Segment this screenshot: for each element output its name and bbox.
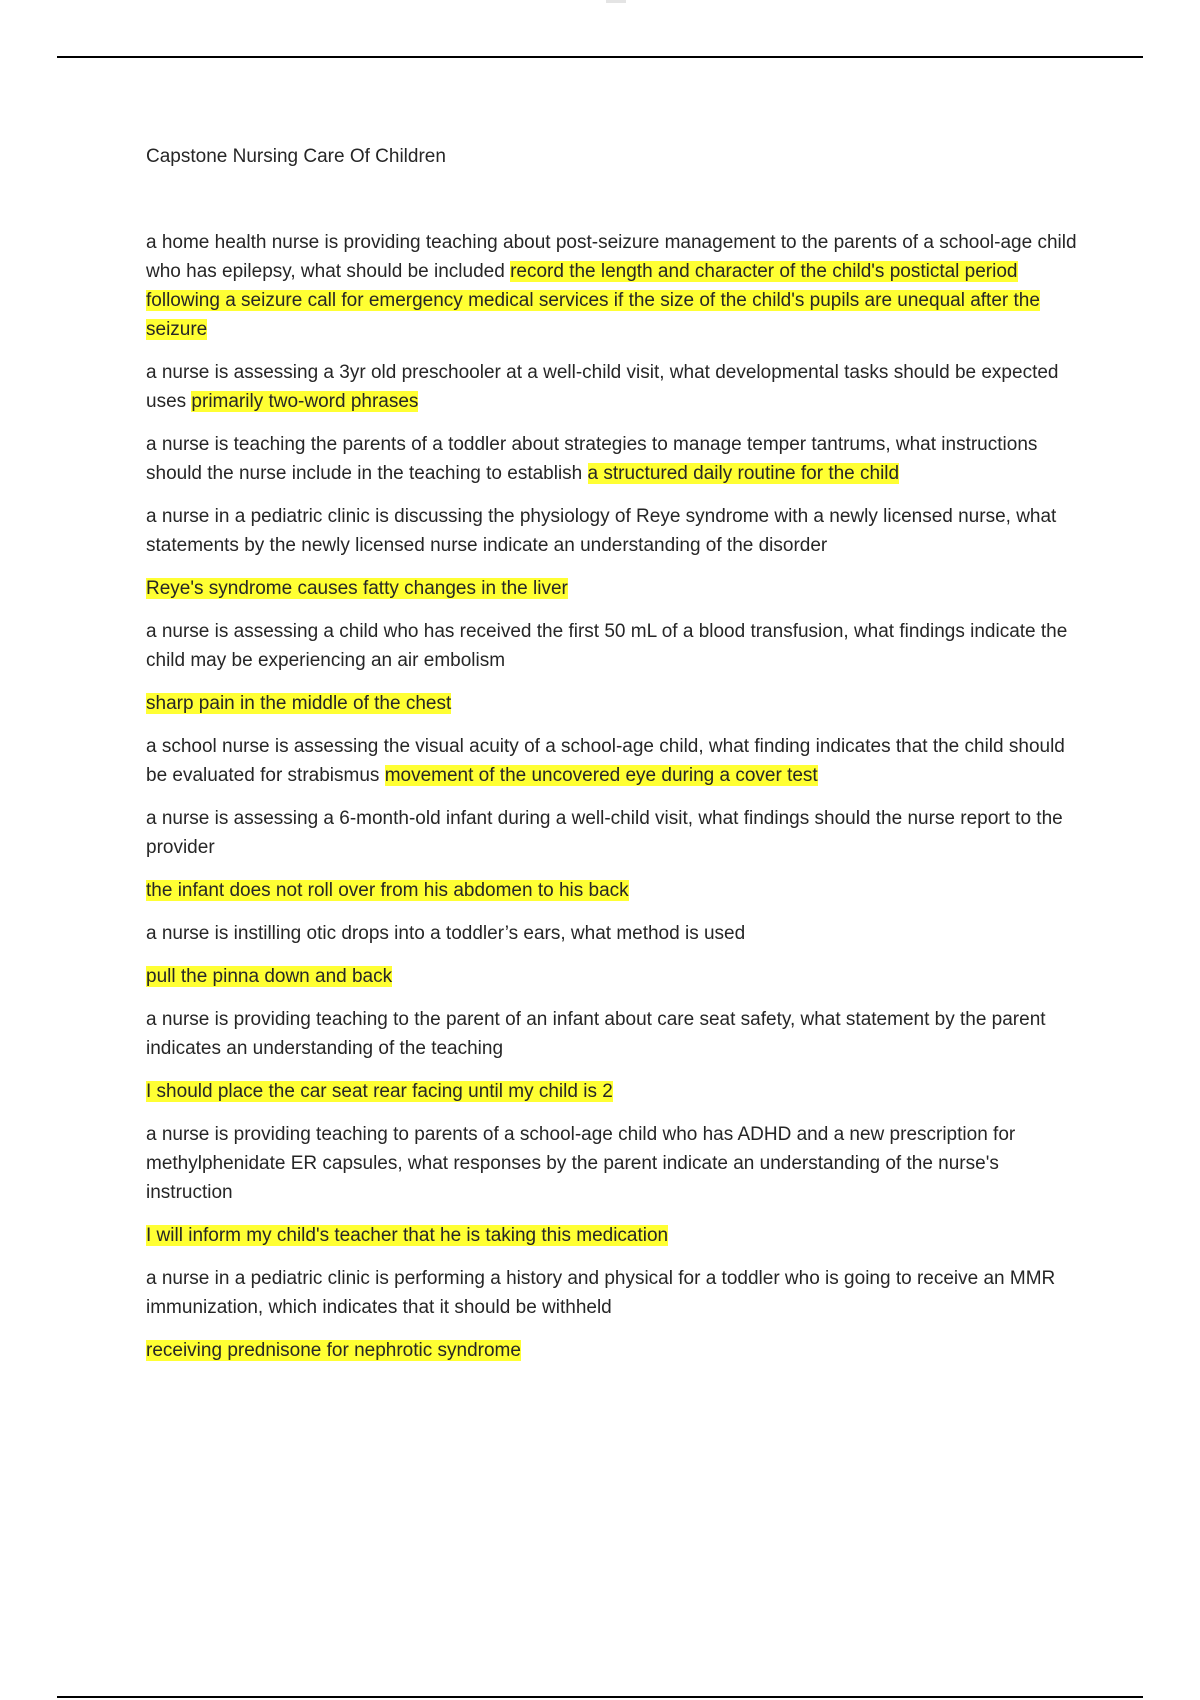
highlighted-answer: primarily two-word phrases bbox=[191, 391, 419, 412]
paragraph-12 bbox=[146, 962, 1086, 991]
highlighted-answer: a structured daily routine for the child bbox=[587, 463, 900, 484]
question-text: a home health nurse is providing teaching about post-seizure management to the parents of a school-age child who has epilepsy, what should be included bbox=[146, 232, 1077, 282]
question-text: a nurse is instilling otic drops into a toddler’s ears, what method is used bbox=[146, 923, 746, 944]
paragraph-18 bbox=[146, 1336, 1086, 1365]
paragraph-10 bbox=[146, 876, 1086, 905]
highlighted-answer: movement of the uncovered eye during a cover test bbox=[384, 765, 818, 786]
paragraph-11 bbox=[146, 919, 1086, 948]
document-body bbox=[146, 142, 1086, 1379]
highlighted-answer: the infant does not roll over from his abdomen to his back bbox=[146, 880, 629, 901]
question-text: a nurse is assessing a 3yr old preschooler at a well-child visit, what developmental tasks should be expected uses bbox=[146, 362, 1059, 412]
paragraph-6 bbox=[146, 617, 1086, 675]
paragraph-5 bbox=[146, 574, 1086, 603]
question-text: a nurse is assessing a 6-month-old infant during a well-child visit, what findings should the nurse report to the provider bbox=[146, 808, 1063, 858]
question-text: a school nurse is assessing the visual acuity of a school-age child, what finding indicates that the child should be evaluated for strabismus bbox=[146, 736, 1065, 786]
question-text: a nurse is providing teaching to the parent of an infant about care seat safety, what statement by the parent indicates an understanding of the teaching bbox=[146, 1009, 1046, 1059]
document-title: Capstone Nursing Care Of Children bbox=[146, 146, 446, 167]
question-text: a nurse is assessing a child who has received the first 50 mL of a blood transfusion, what findings indicate the child may be experiencing an air embolism bbox=[146, 621, 1068, 671]
paragraph-14 bbox=[146, 1077, 1086, 1106]
paragraph-13 bbox=[146, 1005, 1086, 1063]
highlighted-answer: record the length and character of the child's postictal period following a seizure call for emergency medical services if the size of the child's pupils are unequal after the seizure bbox=[146, 261, 1040, 340]
highlighted-answer: receiving prednisone for nephrotic syndrome bbox=[146, 1340, 521, 1361]
paragraph-9 bbox=[146, 804, 1086, 862]
highlighted-answer: Reye's syndrome causes fatty changes in the liver bbox=[146, 578, 568, 599]
question-text: a nurse in a pediatric clinic is discussing the physiology of Reye syndrome with a newly licensed nurse, what statements by the newly licensed nurse indicate an understanding of the disorder bbox=[146, 506, 1057, 556]
paragraph-2 bbox=[146, 358, 1086, 416]
highlighted-answer: I will inform my child's teacher that he is taking this medication bbox=[146, 1225, 669, 1246]
paragraph-17 bbox=[146, 1264, 1086, 1322]
header-rule bbox=[57, 56, 1143, 58]
question-text: a nurse is teaching the parents of a toddler about strategies to manage temper tantrums, what instructions should the nurse include in the teaching to establish bbox=[146, 434, 1038, 484]
highlighted-answer: pull the pinna down and back bbox=[146, 966, 393, 987]
highlighted-answer: I should place the car seat rear facing until my child is 2 bbox=[146, 1081, 613, 1102]
page-top-mark bbox=[606, 0, 626, 3]
paragraph-3 bbox=[146, 430, 1086, 488]
paragraph-8 bbox=[146, 732, 1086, 790]
paragraph-1 bbox=[146, 228, 1086, 344]
paragraph-7 bbox=[146, 689, 1086, 718]
question-text: a nurse in a pediatric clinic is performing a history and physical for a toddler who is going to receive an MMR immunization, which indicates that it should be withheld bbox=[146, 1268, 1056, 1318]
footer-rule bbox=[57, 1696, 1143, 1698]
paragraph-16 bbox=[146, 1221, 1086, 1250]
question-text: a nurse is providing teaching to parents of a school-age child who has ADHD and a new prescription for methylphenidate ER capsules, what responses by the parent indicate an understanding of the nurse's instruction bbox=[146, 1124, 1016, 1203]
highlighted-answer: sharp pain in the middle of the chest bbox=[146, 693, 452, 714]
paragraph-4 bbox=[146, 502, 1086, 560]
paragraph-15 bbox=[146, 1120, 1086, 1207]
